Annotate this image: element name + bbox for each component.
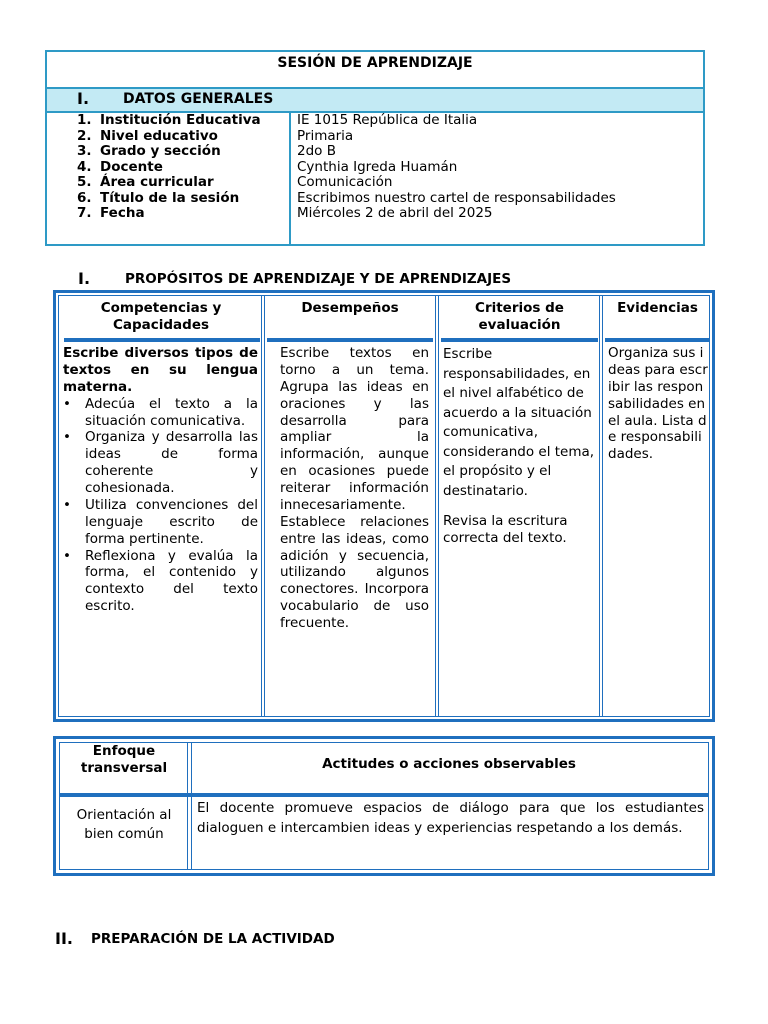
field-value: Escribimos nuestro cartel de responsabilidades xyxy=(297,189,616,206)
list-item: • Organiza y desarrolla las ideas de forma coherente y cohesionada. xyxy=(63,429,258,497)
transversal-table-inner xyxy=(59,742,709,870)
preparation-heading-text: PREPARACIÓN DE LA ACTIVIDAD xyxy=(91,931,335,947)
field-labels xyxy=(77,112,261,221)
header-separator xyxy=(267,338,433,342)
purposes-heading-number: I. xyxy=(78,269,91,288)
capacities-list xyxy=(63,396,258,615)
header-separator xyxy=(60,793,708,797)
header-actions: Actitudes o acciones observables xyxy=(322,756,576,772)
column-divider xyxy=(261,296,265,716)
field-values xyxy=(297,112,616,221)
column-divider xyxy=(289,111,291,244)
criteria-text-1: Escribe responsabilidades, en el nivel alfabético de acuerdo a la situación comunicativa, considerando el tema, el propósito y el destinatario. xyxy=(443,346,595,499)
criteria-text-2: Revisa la escritura correcta del texto. xyxy=(443,513,568,546)
field-value: Comunicación xyxy=(297,174,393,190)
field-label: 6. Título de la sesión xyxy=(77,189,240,206)
preparation-heading xyxy=(55,929,73,949)
purposes-table-inner xyxy=(58,295,710,717)
purposes-table xyxy=(53,290,715,722)
field-label: 5. Área curricular xyxy=(77,174,214,190)
field-label: 2. Nivel educativo xyxy=(77,127,218,144)
field-value: Miércoles 2 de abril del 2025 xyxy=(297,205,493,221)
field-label: 1. Institución Educativa xyxy=(77,112,261,128)
list-item: • Reflexiona y evalúa la forma, el contenido y contexto del texto escrito. xyxy=(63,548,258,616)
action-cell: El docente promueve espacios de diálogo para que los estudiantes dialoguen e intercambien ideas y experiencias respetando a los demás. xyxy=(197,800,704,836)
header-separator xyxy=(441,338,598,342)
general-data-box xyxy=(45,50,705,246)
column-divider xyxy=(599,296,603,716)
header-performances: Desempeños xyxy=(301,300,399,316)
competence-cell xyxy=(63,345,258,615)
header-evidence: Evidencias xyxy=(617,300,698,316)
header-criteria: Criterios de evaluación xyxy=(475,300,564,333)
list-item: • Adecúa el texto a la situación comunicativa. xyxy=(63,396,258,430)
purposes-heading xyxy=(78,269,90,289)
performance-cell: Escribe textos en torno a un tema. Agrupa las ideas en oraciones y las desarrolla para ampliar la información, aunque en ocasiones puede reiterar información innecesariamente. Establece relaciones entre las ideas, como adición y secuencia, utilizando algunos conectores. Incorpora vocabulario de uso frecuente. xyxy=(280,345,429,631)
field-value: IE 1015 República de Italia xyxy=(297,112,478,128)
field-label: 4. Docente xyxy=(77,158,163,175)
list-item: • Utiliza convenciones del lenguaje escrito de forma pertinente. xyxy=(63,497,258,548)
column-divider xyxy=(187,743,192,869)
header-separator xyxy=(64,338,260,342)
general-data-band xyxy=(47,87,703,113)
field-label: 3. Grado y sección xyxy=(77,143,221,159)
preparation-heading-text-wrap xyxy=(91,931,335,948)
focus-cell: Orientación al bien común xyxy=(76,807,172,842)
purposes-heading-text: PROPÓSITOS DE APRENDIZAJE Y DE APRENDIZAJES xyxy=(125,271,512,287)
header-competences: Competencias y Capacidades xyxy=(100,300,222,333)
field-value: Primaria xyxy=(297,127,354,144)
purposes-heading-text-wrap xyxy=(125,271,511,288)
preparation-heading-number: II. xyxy=(55,929,73,948)
competence-title: Escribe diversos tipos de textos en su lengua materna. xyxy=(63,345,258,395)
field-value: Cynthia Igreda Huamán xyxy=(297,158,458,175)
transversal-table xyxy=(53,736,715,876)
evidence-cell: Organiza sus ideas para escribir las responsabilidades en el aula. Lista de responsabilidades. xyxy=(608,345,708,463)
field-value: 2do B xyxy=(297,143,336,159)
header-focus: Enfoque transversal xyxy=(80,743,168,776)
header-separator xyxy=(605,338,710,342)
document-title: SESIÓN DE APRENDIZAJE xyxy=(277,55,473,71)
field-label: 7. Fecha xyxy=(77,205,145,221)
column-divider xyxy=(435,296,439,716)
general-data-number: I. xyxy=(77,89,90,108)
criteria-cell xyxy=(443,345,595,547)
general-data-heading: DATOS GENERALES xyxy=(123,91,274,107)
